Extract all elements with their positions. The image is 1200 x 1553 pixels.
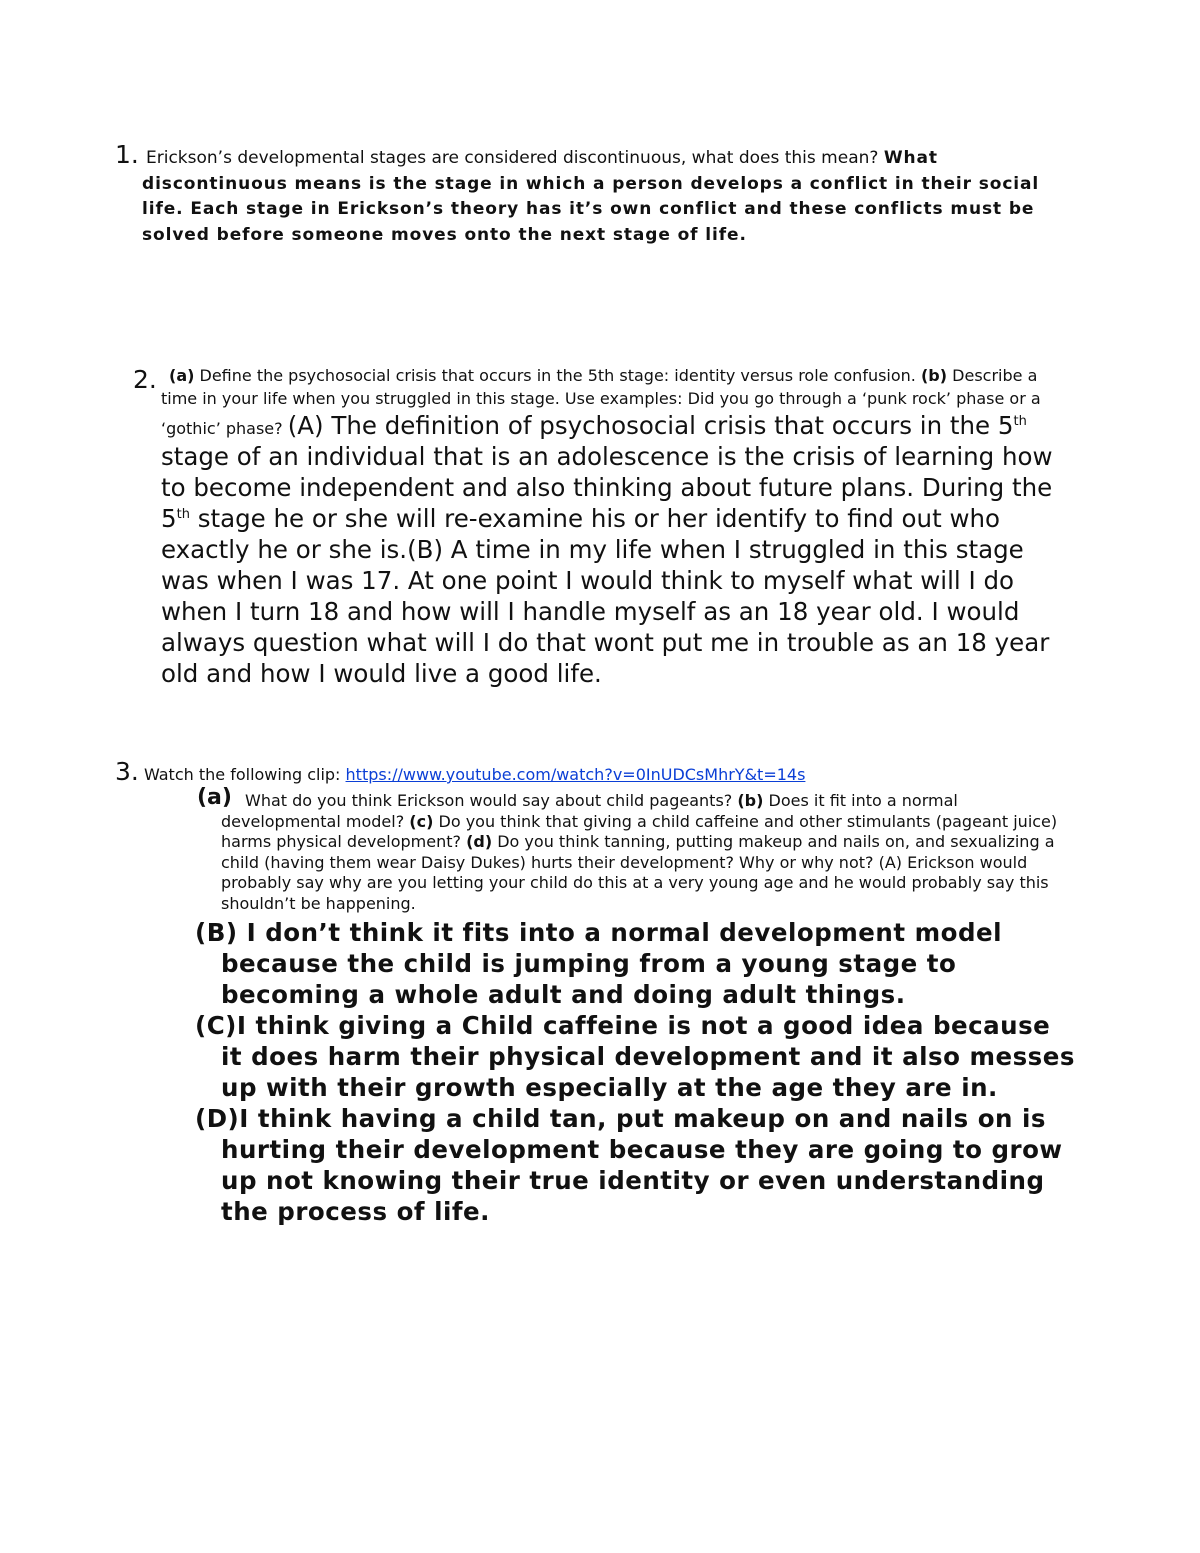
question-3-answer-c: (C)I think giving a Child caffeine is not a good idea because it does harm their physical development and it also messes up with their growth especially at the age they are in. — [195, 1011, 1075, 1102]
question-3-number: 3. — [115, 757, 139, 786]
question-3-prompt-d: Do you think tanning, putting makeup and nails on, and sexualizing a child (having them wear Daisy Dukes) hurts their development? Why or why not? — [221, 832, 1055, 872]
youtube-clip-link[interactable]: https://www.youtube.com/watch?v=0InUDCsMhrY&t=14s — [345, 765, 806, 784]
question-3-intro: Watch the following clip: — [143, 765, 346, 784]
question-2-prompt-a: Define the psychosocial crisis that occurs in the 5th stage: identity versus role confusion. — [199, 366, 916, 385]
question-3-subquestions — [197, 785, 1067, 914]
question-2-label-b: (b) — [920, 366, 948, 385]
question-3-heading — [115, 757, 1075, 790]
question-3-label-a: (a) — [197, 785, 232, 810]
question-2-label-a: (a) — [169, 366, 195, 385]
question-3-prompts — [197, 791, 1067, 914]
question-1-body — [142, 146, 1075, 248]
question-1 — [115, 142, 1075, 248]
question-3-answer-d: (D)I think having a child tan, put makeup on and nails on is hurting their development because they are going to grow up not knowing their true identity or even understanding the process of life. — [195, 1104, 1063, 1226]
question-2 — [133, 365, 1063, 689]
question-3 — [115, 757, 1075, 1226]
question-1-number: 1. — [115, 140, 139, 169]
question-3-answers — [195, 917, 1075, 1227]
question-2-answer-part2: stage of an individual that is an adolescence is the crisis of learning how to become independent and also thinking about future plans. During the 5 — [161, 442, 1053, 533]
question-1-answer: What discontinuous means is the stage in which a person develops a conflict in their social life. Each stage in Erickson’s theory has it’s own conflict and these conflicts must be solved before someone moves onto the next stage of life. — [142, 148, 1040, 245]
question-3-label-b: (b) — [737, 791, 764, 810]
question-2-answer-part1: (A) The definition of psychosocial crisis that occurs in the 5 — [287, 411, 1014, 440]
question-3-prompt-c: Do you think that giving a child caffeine and other stimulants (pageant juice) harms physical development? — [221, 811, 1058, 851]
question-2-answer-part3: stage he or she will re-examine his or her identify to find out who exactly he or she is.(B) A time in my life when I struggled in this stage was when I was 17. At one point I would think to myself what will I do when I turn 18 and how will I handle myself as an 18 year old. I would always question what will I do that wont put me in trouble as an 18 year old and how I would live a good life. — [161, 504, 1050, 688]
question-2-number: 2. — [133, 365, 157, 394]
question-3-label-d: (d) — [466, 832, 493, 851]
question-3-answer-b: (B) I don’t think it fits into a normal development model because the child is jumping from a young stage to becoming a whole adult and doing adult things. — [195, 918, 1003, 1009]
question-3-answer-a: (A) Erickson would probably say why are you letting your child do this at a very young age and he would probably say this shouldn’t be happening. — [221, 852, 1049, 913]
question-1-prompt: Erickson’s developmental stages are considered discontinuous, what does this mean? — [146, 148, 879, 168]
question-2-body — [161, 364, 1063, 689]
question-2-answer — [161, 411, 1053, 688]
superscript-th: th — [176, 506, 190, 522]
question-3-prompt-b: Does it fit into a normal developmental model? — [221, 791, 958, 831]
question-3-label-c: (c) — [409, 811, 434, 831]
superscript-th: th — [1013, 413, 1027, 429]
question-3-prompt-a: What do you think Erickson would say about child pageants? — [245, 791, 733, 810]
question-2-prompt-b: Describe a time in your life when you struggled in this stage. Use examples: Did you go through a ‘punk rock’ phase or a ‘gothic’ phase? — [161, 366, 1041, 438]
